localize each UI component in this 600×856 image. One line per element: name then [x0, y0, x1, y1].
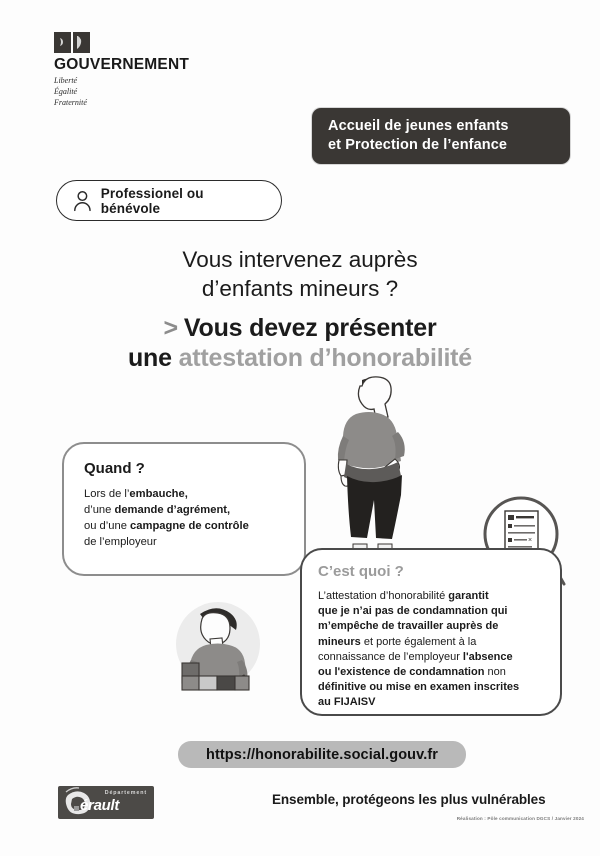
text-line: au FIJAISV: [318, 696, 376, 709]
headline-statement-prefix: une: [127, 343, 172, 372]
footer-tagline: Ensemble, protégeons les plus vulnérables: [272, 792, 546, 807]
headline: [0, 246, 600, 373]
audience-pill-label: Professionel ou bénévole: [100, 185, 204, 216]
herault-department-logo: [58, 786, 154, 819]
footer-credit: Réalisation : Pôle communication DGCS / Janvier 2024: [456, 816, 584, 821]
svg-text:×: ×: [528, 537, 533, 544]
text-line: L’attestation d’honorabilité garantit: [318, 590, 489, 602]
seated-child-with-blocks-illustration: [166, 592, 270, 696]
headline-statement: [0, 314, 600, 373]
gouvernement-title: GOUVERNEMENT: [54, 56, 190, 73]
text-line: mineurs et porte également à la: [318, 635, 477, 648]
text-line: Lors de l’embauche,: [84, 488, 188, 500]
topic-banner: [312, 108, 570, 164]
herault-name: érault: [80, 797, 120, 814]
headline-question-line-1: Vous intervenez auprès: [182, 247, 418, 272]
bubble-quand-body: [84, 486, 288, 551]
motto-liberte: Liberté: [54, 76, 78, 85]
text-line: ou l'existence de condamnation non: [318, 665, 506, 678]
chevron-right-icon: >: [163, 313, 178, 342]
headline-statement-line-1: [0, 314, 600, 343]
text-line: définitive ou mise en examen inscrites: [318, 681, 520, 694]
bubble-cest-quoi-body: [318, 589, 546, 710]
banner-line-1: Accueil de jeunes enfants: [328, 118, 509, 134]
text-line: ou d’une campagne de contrôle: [84, 520, 249, 533]
headline-statement-line-2: [0, 344, 600, 373]
bubble-cest-quoi: [300, 548, 562, 716]
website-url-text: https://honorabilite.social.gouv.fr: [205, 746, 439, 763]
person-icon: [73, 190, 92, 212]
banner-line-2: et Protection de l’enfance: [328, 136, 508, 153]
standing-adult-illustration: [316, 372, 422, 572]
motto-fraternite: Fraternité: [54, 97, 87, 107]
text-line: m’empêche de travailler auprès de: [318, 620, 499, 633]
motto-egalite: Égalité: [54, 86, 78, 96]
text-line: que je n’ai pas de condamnation qui: [318, 605, 508, 618]
website-url-bar[interactable]: [178, 741, 466, 768]
bubble-quand-title: Quand ?: [84, 460, 145, 477]
herault-department-label: Département: [104, 790, 147, 796]
text-line: connaissance de l’employeur l'absence: [318, 650, 513, 663]
headline-statement-text: Vous devez présenter: [183, 313, 437, 342]
bubble-quand: [62, 442, 306, 576]
gouvernement-motto: [54, 76, 234, 108]
headline-question-line-2: d’enfants mineurs ?: [201, 275, 399, 301]
bubble-cest-quoi-title: C’est quoi ?: [318, 563, 404, 580]
headline-highlight: attestation d’honorabilité: [178, 343, 473, 372]
text-line: d’une demande d’agrément,: [84, 504, 231, 517]
gouvernement-logo: [54, 32, 234, 108]
audience-pill: [56, 180, 282, 221]
text-line: de l’employeur: [84, 536, 157, 549]
french-flag-icon: [54, 32, 90, 53]
